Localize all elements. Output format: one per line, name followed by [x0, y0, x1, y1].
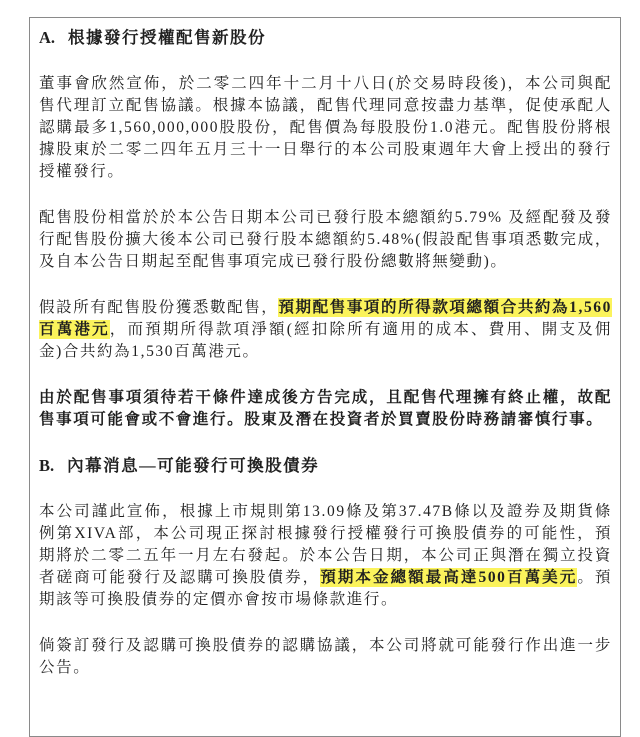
paragraph-proceeds-lead: 假設所有配售股份獲悉數配售，: [39, 299, 279, 316]
paragraph-placing-agreement: 董事會欣然宣佈，於二零二四年十二月十八日(於交易時段後)，本公司與配售代理訂立配售協議。根據本協議，配售代理同意按盡力基準，促使承配人認購最多1,560,000,000股股份，配售價為每股股份1.0港元。配售股份將根據股東於二零二四年五月三十一日舉行的本公司股東週年大會上授出的發行授權發行。: [39, 75, 612, 180]
paragraph-proceeds-tail: ，而預期所得款項淨額(經扣除所有適用的成本、費用、開支及佣金)合共約為1,530百萬港元。: [39, 321, 612, 360]
paragraph-share-capital-percentages: 配售股份相當於於本公告日期本公司已發行股本總額約5.79% 及經配發及發行配售股份擴大後本公司已發行股本總額約5.48%(假設配售事項悉數完成，及自本公告日期起至配售事項完成已發行股份總數將無變動)。: [39, 209, 612, 270]
paragraph-convertible-bonds-tail: 。預期該等可換股債券的定價亦會按市場條款進行。: [39, 569, 613, 608]
announcement-box: [29, 17, 621, 737]
section-a-heading: [39, 27, 612, 49]
highlight-principal-amount: 預期本金總額最高達500百萬美元: [320, 569, 578, 586]
section-b-heading: [39, 455, 612, 477]
section-a-title: 根據發行授權配售新股份: [68, 28, 267, 47]
paragraph-caution-warning: 由於配售事項須待若干條件達成後方告完成，且配售代理擁有終止權，故配售事項可能會或不會進行。股東及潛在投資者於買賣股份時務請審慎行事。: [39, 389, 612, 428]
paragraph-further-announcement: 倘簽訂發行及認購可換股債券的認購協議，本公司將就可能發行作出進一步公告。: [39, 637, 612, 676]
section-a-label: A.: [39, 28, 56, 47]
section-b-label: B.: [39, 456, 55, 475]
paragraph-proceeds: [39, 297, 612, 363]
highlight-gross-proceeds: 預期配售事項的所得款項總額合共約為1,560百萬港元: [39, 299, 613, 338]
paragraph-convertible-bonds: [39, 501, 612, 611]
paragraph-convertible-bonds-lead: 本公司謹此宣佈，根據上市規則第13.09條及第37.47B條以及證券及期貨條例第XIVA部，本公司現正探討根據發行授權發行可換股債券的可能性，預期將於二零二五年一月左右發起。於本公告日期，本公司正與潛在獨立投資者磋商可能發行及認購可換股債券，: [39, 503, 612, 586]
section-b-title: 內幕消息—可能發行可換股債券: [67, 456, 320, 475]
